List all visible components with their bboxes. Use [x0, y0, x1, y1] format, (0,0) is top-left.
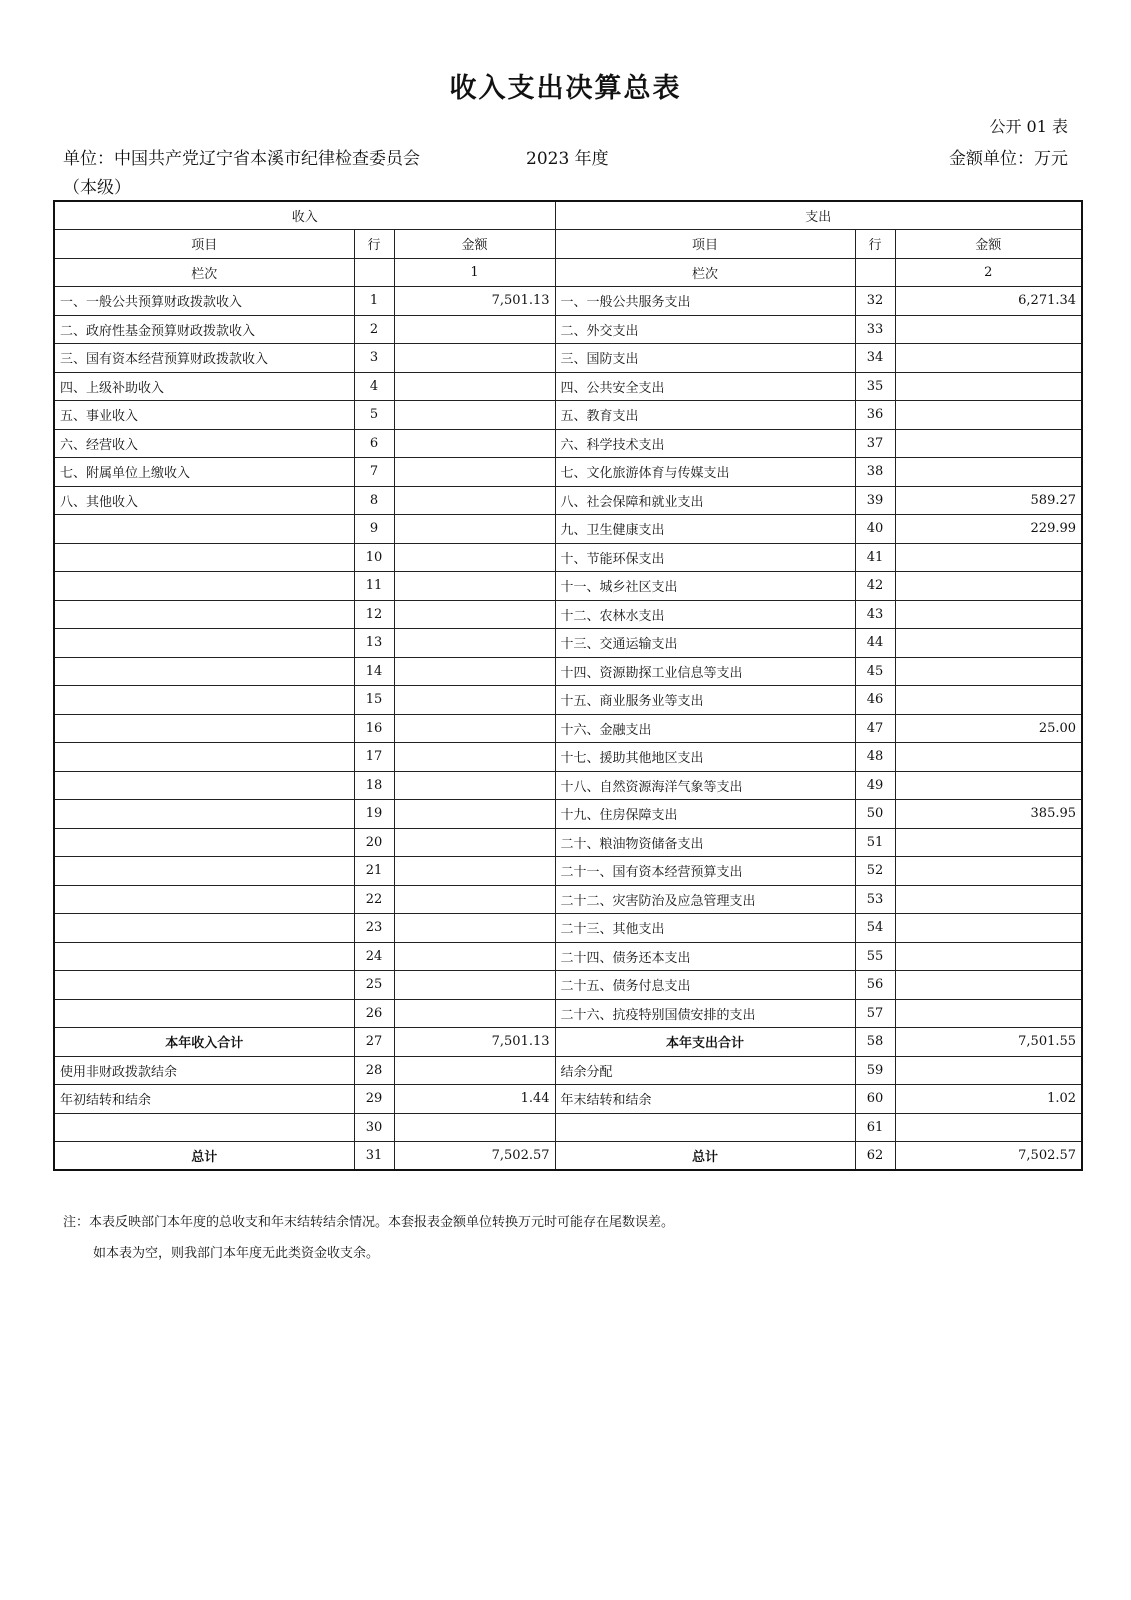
income-item-header: 项目: [54, 230, 354, 259]
income-amount: [394, 999, 555, 1028]
expense-item: 二十三、其他支出: [555, 914, 855, 943]
table-row: [54, 686, 1082, 715]
expense-row-no: 38: [855, 458, 895, 487]
income-amount: [394, 315, 555, 344]
income-amount: [394, 743, 555, 772]
distribution-amount: [895, 1056, 1082, 1085]
expense-amount: [895, 572, 1082, 601]
expense-row-no: 46: [855, 686, 895, 715]
income-col-blank: [354, 258, 394, 287]
income-col-label: 栏次: [54, 258, 354, 287]
header-row-sections: [54, 201, 1082, 230]
income-row-no: 21: [354, 857, 394, 886]
expense-row-no: 48: [855, 743, 895, 772]
income-amount: [394, 714, 555, 743]
expense-row-no: 35: [855, 372, 895, 401]
income-item: [54, 800, 354, 829]
expense-row-no: 56: [855, 971, 895, 1000]
expense-row-no: 47: [855, 714, 895, 743]
income-item: [54, 543, 354, 572]
expense-row-no: 34: [855, 344, 895, 373]
income-amount: [394, 857, 555, 886]
expense-amount: [895, 885, 1082, 914]
expense-item: 五、教育支出: [555, 401, 855, 430]
income-row-no: 16: [354, 714, 394, 743]
expense-item: 二十、粮油物资储备支出: [555, 828, 855, 857]
table-row: [54, 942, 1082, 971]
expense-section-header: 支出: [555, 201, 1082, 230]
expense-row-no: 41: [855, 543, 895, 572]
income-item: [54, 572, 354, 601]
income-row-no: 11: [354, 572, 394, 601]
table-row: [54, 629, 1082, 658]
table-row: [54, 714, 1082, 743]
grand-in-no: 31: [354, 1142, 394, 1171]
expense-row-no: 54: [855, 914, 895, 943]
expense-amount: [895, 600, 1082, 629]
expense-col-label: 栏次: [555, 258, 855, 287]
income-item: [54, 657, 354, 686]
expense-row-no: 43: [855, 600, 895, 629]
income-row-no: 22: [354, 885, 394, 914]
expense-item: 六、科学技术支出: [555, 429, 855, 458]
table-row: [54, 885, 1082, 914]
expense-item: 十三、交通运输支出: [555, 629, 855, 658]
expense-amount: [895, 771, 1082, 800]
income-amount: [394, 543, 555, 572]
begin-no: 29: [354, 1085, 394, 1114]
income-amount: [394, 515, 555, 544]
expense-row-no: 49: [855, 771, 895, 800]
table-row: [54, 771, 1082, 800]
table-row: [54, 543, 1082, 572]
note-1: 注：本表反映部门本年度的总收支和年末结转结余情况。本套报表金额单位转换万元时可能存在尾数误差。: [63, 1215, 675, 1230]
expense-row-header: 行: [855, 230, 895, 259]
distribution-label: 结余分配: [555, 1056, 855, 1085]
blank-in-no: 30: [354, 1113, 394, 1142]
expense-amount: [895, 999, 1082, 1028]
expense-row-no: 45: [855, 657, 895, 686]
income-row-no: 13: [354, 629, 394, 658]
year-total-row: [54, 1028, 1082, 1057]
income-item: [54, 629, 354, 658]
expense-row-no: 44: [855, 629, 895, 658]
income-item: [54, 771, 354, 800]
expense-item: 十一、城乡社区支出: [555, 572, 855, 601]
income-amount: [394, 600, 555, 629]
blank-row: [54, 1113, 1082, 1142]
income-row-no: 23: [354, 914, 394, 943]
expense-row-no: 57: [855, 999, 895, 1028]
year-income-amount: 7,501.13: [394, 1028, 555, 1057]
table-row: [54, 600, 1082, 629]
income-row-no: 15: [354, 686, 394, 715]
expense-amount: [895, 429, 1082, 458]
money-unit: 金额单位：万元: [949, 149, 1068, 169]
income-row-no: 26: [354, 999, 394, 1028]
nonfiscal-no: 28: [354, 1056, 394, 1085]
level-label: （本级）: [63, 178, 131, 198]
nonfiscal-amount: [394, 1056, 555, 1085]
expense-item: 三、国防支出: [555, 344, 855, 373]
income-amount: [394, 401, 555, 430]
table-row: [54, 999, 1082, 1028]
income-row-no: 14: [354, 657, 394, 686]
income-item: [54, 857, 354, 886]
income-row-no: 9: [354, 515, 394, 544]
table-row: [54, 971, 1082, 1000]
income-row-no: 12: [354, 600, 394, 629]
income-row-no: 5: [354, 401, 394, 430]
expense-item: 十五、商业服务业等支出: [555, 686, 855, 715]
income-item: [54, 914, 354, 943]
income-row-no: 3: [354, 344, 394, 373]
income-item: [54, 942, 354, 971]
expense-amount: [895, 372, 1082, 401]
table-row: [54, 828, 1082, 857]
expense-col-number: 2: [895, 258, 1082, 287]
income-item: 二、政府性基金预算财政拨款收入: [54, 315, 354, 344]
expense-item: 二十六、抗疫特别国债安排的支出: [555, 999, 855, 1028]
grand-ex-no: 62: [855, 1142, 895, 1171]
income-item: 七、附属单位上缴收入: [54, 458, 354, 487]
begin-label: 年初结转和结余: [54, 1085, 354, 1114]
expense-amount: [895, 629, 1082, 658]
expense-row-no: 52: [855, 857, 895, 886]
income-item: [54, 600, 354, 629]
year-income-no: 27: [354, 1028, 394, 1057]
expense-amount: 25.00: [895, 714, 1082, 743]
expense-amount: [895, 686, 1082, 715]
header-row-index: [54, 258, 1082, 287]
expense-amount: [895, 914, 1082, 943]
expense-item: 十七、援助其他地区支出: [555, 743, 855, 772]
table-row: [54, 914, 1082, 943]
year-expense-amount: 7,501.55: [895, 1028, 1082, 1057]
end-no: 60: [855, 1085, 895, 1114]
expense-item: 二、外交支出: [555, 315, 855, 344]
income-row-no: 20: [354, 828, 394, 857]
table-row: [54, 486, 1082, 515]
income-item: 六、经营收入: [54, 429, 354, 458]
income-item: 四、上级补助收入: [54, 372, 354, 401]
income-amount: [394, 942, 555, 971]
income-section-header: 收入: [54, 201, 555, 230]
income-item: [54, 828, 354, 857]
income-amount: [394, 800, 555, 829]
grand-in-label: 总计: [54, 1142, 354, 1171]
expense-item: 十六、金融支出: [555, 714, 855, 743]
expense-item: 二十四、债务还本支出: [555, 942, 855, 971]
income-amount: [394, 828, 555, 857]
income-amount: [394, 657, 555, 686]
nonfiscal-label: 使用非财政拨款结余: [54, 1056, 354, 1085]
expense-amount: [895, 458, 1082, 487]
income-row-no: 18: [354, 771, 394, 800]
expense-item: 四、公共安全支出: [555, 372, 855, 401]
expense-item: 二十五、债务付息支出: [555, 971, 855, 1000]
table-row: [54, 800, 1082, 829]
expense-amount: 385.95: [895, 800, 1082, 829]
form-number: 公开 01 表: [989, 117, 1068, 136]
table-row: [54, 743, 1082, 772]
expense-amount: [895, 743, 1082, 772]
fiscal-year: 2023 年度: [526, 149, 609, 169]
expense-item: 九、卫生健康支出: [555, 515, 855, 544]
income-item: [54, 515, 354, 544]
expense-row-no: 37: [855, 429, 895, 458]
income-item: 一、一般公共预算财政拨款收入: [54, 287, 354, 316]
table-row: [54, 657, 1082, 686]
table-row: [54, 344, 1082, 373]
income-row-no: 25: [354, 971, 394, 1000]
distribution-no: 59: [855, 1056, 895, 1085]
expense-row-no: 36: [855, 401, 895, 430]
income-row-no: 1: [354, 287, 394, 316]
expense-row-no: 50: [855, 800, 895, 829]
blank-ex-no: 61: [855, 1113, 895, 1142]
expense-amount: [895, 401, 1082, 430]
expense-row-no: 33: [855, 315, 895, 344]
end-amount: 1.02: [895, 1085, 1082, 1114]
expense-amount: [895, 344, 1082, 373]
income-row-no: 2: [354, 315, 394, 344]
income-item: [54, 885, 354, 914]
expense-row-no: 55: [855, 942, 895, 971]
expense-item: 十九、住房保障支出: [555, 800, 855, 829]
income-amount: [394, 372, 555, 401]
nonfiscal-row: [54, 1056, 1082, 1085]
income-item: [54, 686, 354, 715]
income-item: [54, 714, 354, 743]
table-row: [54, 287, 1082, 316]
blank-in-label: [54, 1113, 354, 1142]
expense-item: 二十一、国有资本经营预算支出: [555, 857, 855, 886]
income-amount: [394, 971, 555, 1000]
income-row-no: 24: [354, 942, 394, 971]
income-amount: [394, 686, 555, 715]
income-row-no: 17: [354, 743, 394, 772]
note-2: 如本表为空，则我部门本年度无此类资金收支余。: [93, 1246, 380, 1261]
unit-label: 单位：中国共产党辽宁省本溪市纪律检查委员会: [63, 149, 420, 169]
expense-item-header: 项目: [555, 230, 855, 259]
expense-amount: 229.99: [895, 515, 1082, 544]
blank-ex-label: [555, 1113, 855, 1142]
income-item: 五、事业收入: [54, 401, 354, 430]
expense-item: 十二、农林水支出: [555, 600, 855, 629]
expense-amount: [895, 315, 1082, 344]
income-amount: [394, 486, 555, 515]
expense-row-no: 39: [855, 486, 895, 515]
table-row: [54, 515, 1082, 544]
income-amount-header: 金额: [394, 230, 555, 259]
income-col-number: 1: [394, 258, 555, 287]
year-income-label: 本年收入合计: [54, 1028, 354, 1057]
income-amount: [394, 914, 555, 943]
expense-amount: [895, 942, 1082, 971]
expense-row-no: 42: [855, 572, 895, 601]
expense-row-no: 51: [855, 828, 895, 857]
income-amount: [394, 458, 555, 487]
end-label: 年末结转和结余: [555, 1085, 855, 1114]
table-row: [54, 372, 1082, 401]
expense-amount: [895, 543, 1082, 572]
expense-item: 十、节能环保支出: [555, 543, 855, 572]
table-row: [54, 429, 1082, 458]
expense-amount: 6,271.34: [895, 287, 1082, 316]
income-item: 三、国有资本经营预算财政拨款收入: [54, 344, 354, 373]
table-row: [54, 458, 1082, 487]
expense-item: 十八、自然资源海洋气象等支出: [555, 771, 855, 800]
grand-total-row: [54, 1142, 1082, 1171]
header-row-columns: [54, 230, 1082, 259]
year-expense-no: 58: [855, 1028, 895, 1057]
expense-item: 七、文化旅游体育与传媒支出: [555, 458, 855, 487]
income-expense-table: [53, 200, 1083, 1171]
blank-ex-amount: [895, 1113, 1082, 1142]
income-item: [54, 743, 354, 772]
expense-amount: [895, 657, 1082, 686]
page-title: 收入支出决算总表: [449, 73, 682, 104]
income-amount: [394, 885, 555, 914]
expense-item: 一、一般公共服务支出: [555, 287, 855, 316]
begin-amount: 1.44: [394, 1085, 555, 1114]
grand-ex-amount: 7,502.57: [895, 1142, 1082, 1171]
table-row: [54, 857, 1082, 886]
grand-in-amount: 7,502.57: [394, 1142, 555, 1171]
expense-row-no: 32: [855, 287, 895, 316]
table-row: [54, 572, 1082, 601]
expense-item: 十四、资源勘探工业信息等支出: [555, 657, 855, 686]
expense-amount: [895, 857, 1082, 886]
expense-amount-header: 金额: [895, 230, 1082, 259]
income-item: 八、其他收入: [54, 486, 354, 515]
income-item: [54, 971, 354, 1000]
income-row-no: 4: [354, 372, 394, 401]
expense-amount: [895, 971, 1082, 1000]
expense-amount: [895, 828, 1082, 857]
grand-ex-label: 总计: [555, 1142, 855, 1171]
carryover-row: [54, 1085, 1082, 1114]
income-amount: 7,501.13: [394, 287, 555, 316]
income-row-no: 6: [354, 429, 394, 458]
income-amount: [394, 344, 555, 373]
income-row-no: 8: [354, 486, 394, 515]
blank-in-amount: [394, 1113, 555, 1142]
expense-row-no: 40: [855, 515, 895, 544]
expense-item: 八、社会保障和就业支出: [555, 486, 855, 515]
income-amount: [394, 572, 555, 601]
income-row-no: 10: [354, 543, 394, 572]
expense-row-no: 53: [855, 885, 895, 914]
income-amount: [394, 429, 555, 458]
income-row-no: 19: [354, 800, 394, 829]
income-row-no: 7: [354, 458, 394, 487]
table-row: [54, 401, 1082, 430]
table-row: [54, 315, 1082, 344]
income-row-header: 行: [354, 230, 394, 259]
expense-amount: 589.27: [895, 486, 1082, 515]
expense-col-blank: [855, 258, 895, 287]
expense-item: 二十二、灾害防治及应急管理支出: [555, 885, 855, 914]
income-item: [54, 999, 354, 1028]
year-expense-label: 本年支出合计: [555, 1028, 855, 1057]
income-amount: [394, 771, 555, 800]
income-amount: [394, 629, 555, 658]
